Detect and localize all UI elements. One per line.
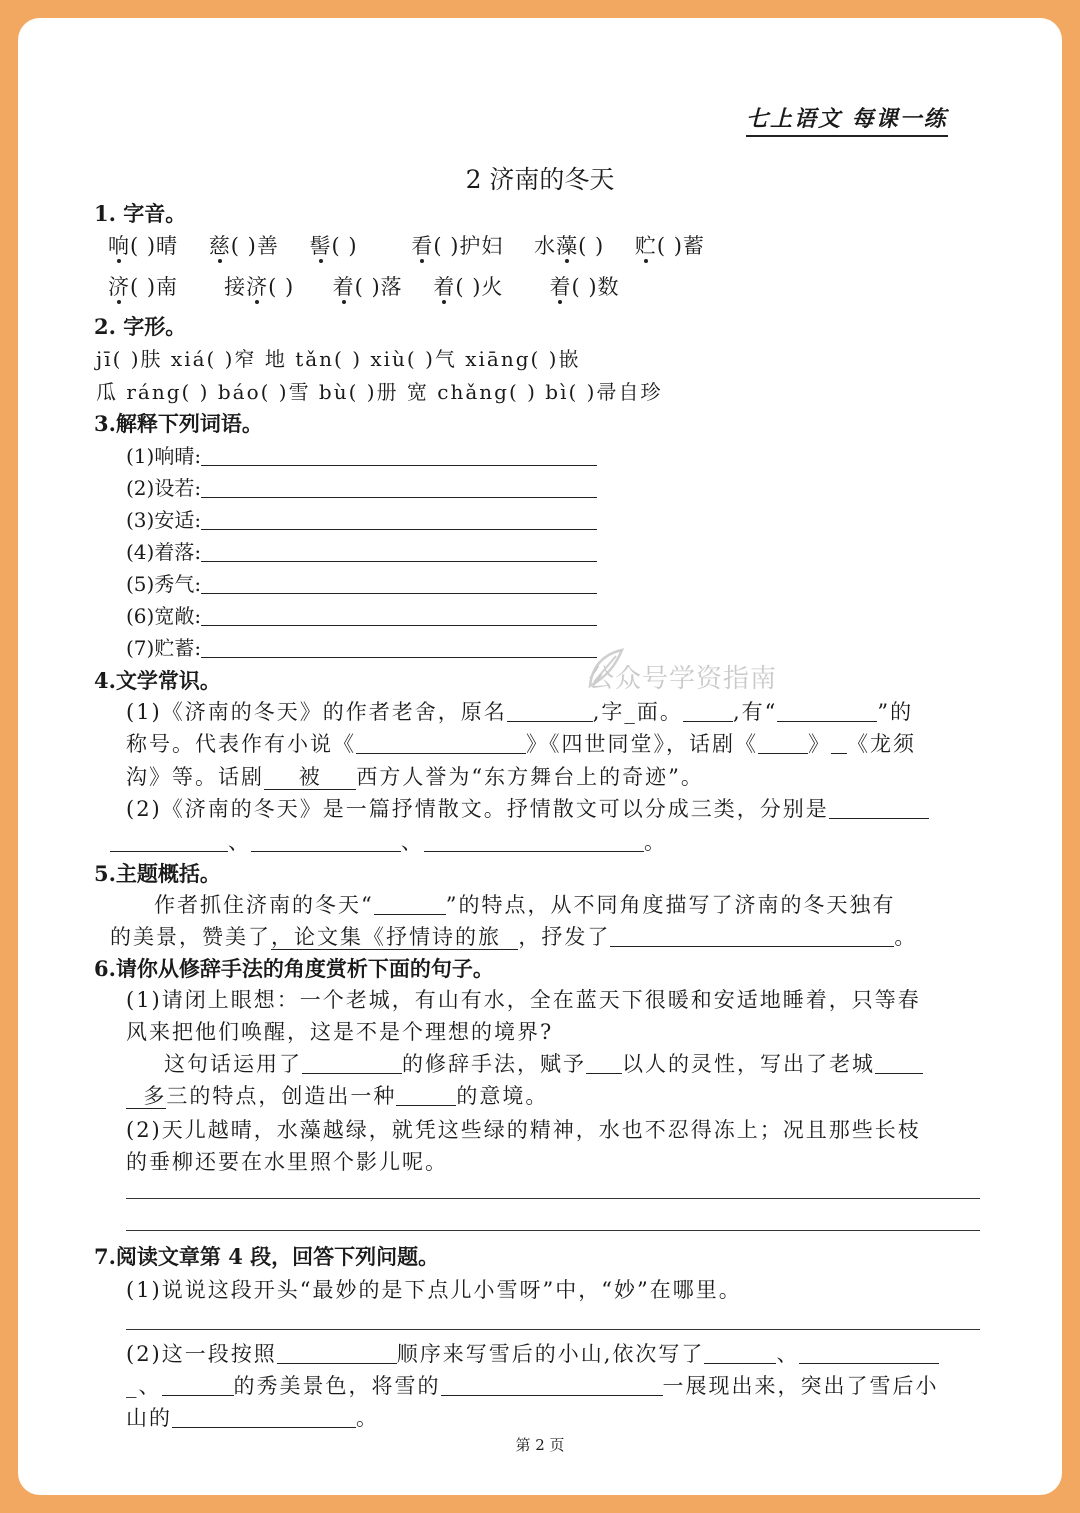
text: 称号。代表作有小说《 (126, 732, 356, 756)
answer-line[interactable] (201, 573, 597, 594)
answer-line[interactable] (829, 798, 929, 819)
answer-line[interactable] (172, 1407, 356, 1428)
answer-line[interactable] (586, 1053, 622, 1074)
text: 、 (401, 830, 424, 854)
answer-line[interactable] (374, 894, 446, 915)
text: 。 (644, 830, 667, 854)
section-4-line-2 (126, 728, 916, 758)
section-4-line-3 (126, 761, 704, 791)
item-label: (7)贮蓄: (126, 636, 202, 660)
section-7-q2-line-3 (126, 1402, 379, 1432)
section-4-line-4 (126, 793, 929, 823)
answer-line[interactable] (507, 701, 593, 722)
text: ”的 (877, 700, 914, 724)
char: 藻 (556, 234, 579, 258)
section-1-heading: 1. 字音。 (94, 201, 187, 226)
answer-line[interactable] (396, 1085, 456, 1106)
section-1-row-2 (108, 271, 620, 301)
definition-item-1 (126, 440, 597, 469)
char: 着 (549, 275, 572, 299)
text: 这句话运用了 (164, 1052, 302, 1076)
definition-item-4 (126, 536, 597, 565)
answer-line[interactable] (201, 477, 597, 498)
answer-line[interactable] (251, 831, 401, 852)
text: 、 (776, 1342, 800, 1366)
blank-paren: ( )落 (354, 275, 403, 299)
text: 》《四世同堂》，话剧《 (526, 732, 758, 756)
blank-paren: ( ) (331, 234, 358, 258)
answer-line-full[interactable] (126, 1329, 980, 1330)
definition-item-7 (126, 632, 597, 661)
section-7-q2-line-2 (126, 1370, 939, 1400)
text: 的美景，赞美了 (110, 925, 271, 949)
answer-line[interactable] (201, 605, 597, 626)
item-label: (1)响晴: (126, 444, 202, 468)
answer-line[interactable] (610, 926, 894, 947)
definition-item-2 (126, 472, 597, 501)
underlined-hint: 被 (264, 765, 356, 790)
char: 髻 (309, 234, 332, 258)
char: 着 (332, 275, 355, 299)
text: 》 (808, 732, 831, 756)
section-7-q1: (1)说说这段开头“最妙的是下点儿小雪呀”中，“妙”在哪里。 (126, 1278, 742, 1302)
lesson-title: 2 济南的冬天 (465, 165, 615, 194)
worksheet-page (18, 18, 1062, 1495)
section-2-heading: 2. 字形。 (94, 314, 187, 339)
underlined-hint: ，论文集《抒情诗的旅 (271, 925, 518, 950)
text: 西方人誉为“东方舞台上的奇迹”。 (356, 765, 704, 789)
underlined-hint: 多 (126, 1084, 166, 1109)
blank-paren: ( )护妇 (433, 234, 504, 258)
char: 看 (411, 234, 434, 258)
section-4-heading: 4.文学常识。 (94, 668, 221, 693)
answer-line[interactable] (875, 1053, 923, 1074)
answer-line[interactable] (424, 831, 644, 852)
char: 接 (224, 275, 247, 299)
text: ”的特点，从不同角度描写了济南的冬天独有 (445, 893, 896, 917)
char: 着 (433, 275, 456, 299)
text: 作者抓住济南的冬天“ (154, 893, 374, 917)
answer-line[interactable] (302, 1053, 402, 1074)
answer-line[interactable] (201, 637, 597, 658)
brand-header: 七上语文 每课一练 (746, 102, 948, 137)
section-5-line-1 (154, 889, 895, 919)
blank-paren: ( )数 (571, 275, 620, 299)
answer-line[interactable] (441, 1375, 663, 1396)
answer-line-full[interactable] (126, 1198, 980, 1199)
char: 响 (108, 234, 130, 258)
answer-line[interactable] (277, 1343, 397, 1364)
section-5-line-2 (110, 921, 917, 951)
text: 沟》等。话剧 (126, 765, 264, 789)
item-label: (4)着落: (126, 540, 202, 564)
text: 、 (228, 830, 251, 854)
section-6-q2-line-1: (2)天儿越晴，水藻越绿，就凭这些绿的精神，水也不忍得冻上；况且那些长枝 (126, 1118, 921, 1142)
section-7-heading: 7.阅读文章第 4 段，回答下列问题。 (94, 1244, 440, 1269)
char: 济 (246, 275, 269, 299)
text: ，抒发了 (518, 925, 611, 949)
watermark-text: 公众号学资指南 (588, 664, 778, 694)
answer-line[interactable] (201, 445, 597, 466)
blank-paren: ( )南 (130, 275, 179, 299)
char: 慈 (208, 234, 231, 258)
answer-line[interactable] (201, 509, 597, 530)
blank-paren: ( )蓄 (656, 234, 705, 258)
answer-line[interactable] (758, 733, 808, 754)
text: 一展现出来，突出了雪后小 (662, 1374, 939, 1398)
answer-line[interactable] (110, 831, 228, 852)
section-4-line-5 (110, 826, 667, 856)
definition-item-3 (126, 504, 597, 533)
text: (1)《济南的冬天》的作者老舍，原名 (126, 700, 507, 724)
blank-paren: ( )火 (455, 275, 504, 299)
answer-line[interactable] (777, 701, 877, 722)
section-6-heading: 6.请你从修辞手法的角度赏析下面的句子。 (94, 956, 494, 981)
text: 。 (356, 1406, 379, 1430)
section-4-line-1 (126, 696, 913, 726)
char: 济 (108, 275, 130, 299)
section-1-row-1 (108, 230, 705, 260)
text: (2)《济南的冬天》是一篇抒情散文。抒情散文可以分成三类，分别是 (126, 797, 829, 821)
text: 《龙须 (847, 732, 916, 756)
text: 的意境。 (456, 1084, 549, 1108)
page-number: 第 2 页 (515, 1436, 565, 1454)
answer-line[interactable] (704, 1343, 776, 1364)
answer-line[interactable] (201, 541, 597, 562)
text: (2)这一段按照 (126, 1342, 277, 1366)
section-6-q1-line-2: 风来把他们唤醒，这是不是个理想的境界? (126, 1020, 554, 1044)
section-3-heading: 3.解释下列词语。 (94, 411, 263, 436)
text: 的修辞手法，赋予 (402, 1052, 586, 1076)
definition-item-6 (126, 600, 597, 629)
item-label: (6)宽敞: (126, 604, 202, 628)
answer-line[interactable] (162, 1375, 234, 1396)
section-5-heading: 5.主题概括。 (94, 861, 221, 886)
section-6-q2-line-2: 的垂柳还要在水里照个影儿呢。 (126, 1150, 448, 1174)
text: 山的 (126, 1406, 172, 1430)
blank-paren: ( )善 (230, 234, 279, 258)
char: 水 (534, 234, 557, 258)
blank-paren: ( )晴 (130, 234, 179, 258)
char: 贮 (634, 234, 657, 258)
text: _、 (126, 1374, 162, 1398)
section-6-q1-line-1: (1)请闭上眼想：一个老城，有山有水，全在蓝天下很暖和安适地睡着，只等春 (126, 988, 921, 1012)
text: 三的特点，创造出一种 (166, 1084, 397, 1108)
text: 。 (894, 925, 918, 949)
text: 顺序来写雪后的小山,依次写了 (396, 1342, 705, 1366)
section-2-row-1: jī( )肤 xiá( )窄 地 tǎn( ) xiù( )气 xiāng( )嵌 (96, 347, 581, 371)
item-label: (2)设若: (126, 476, 202, 500)
item-label: (5)秀气: (126, 572, 202, 596)
answer-line[interactable] (683, 701, 733, 722)
answer-line[interactable] (831, 733, 847, 754)
text: ,字_面。 (592, 700, 683, 724)
blank-paren: ( ) (578, 234, 605, 258)
item-label: (3)安适: (126, 508, 202, 532)
section-2-row-2: 瓜 ráng( ) báo( )雪 bù( )册 宽 chǎng( ) bì( )帚自珍 (96, 380, 663, 404)
definition-item-5 (126, 568, 597, 597)
text: 以人的灵性，写出了老城 (622, 1052, 875, 1076)
answer-line-full[interactable] (126, 1230, 980, 1231)
section-6-q1-line-3 (164, 1048, 923, 1078)
text: ,有“ (732, 700, 778, 724)
section-7-q2-line-1 (126, 1338, 939, 1368)
blank-paren: ( ) (268, 275, 295, 299)
answer-line[interactable] (799, 1343, 939, 1364)
section-6-q1-line-4 (126, 1080, 548, 1110)
answer-line[interactable] (356, 733, 526, 754)
text: 的秀美景色，将雪的 (233, 1374, 441, 1398)
